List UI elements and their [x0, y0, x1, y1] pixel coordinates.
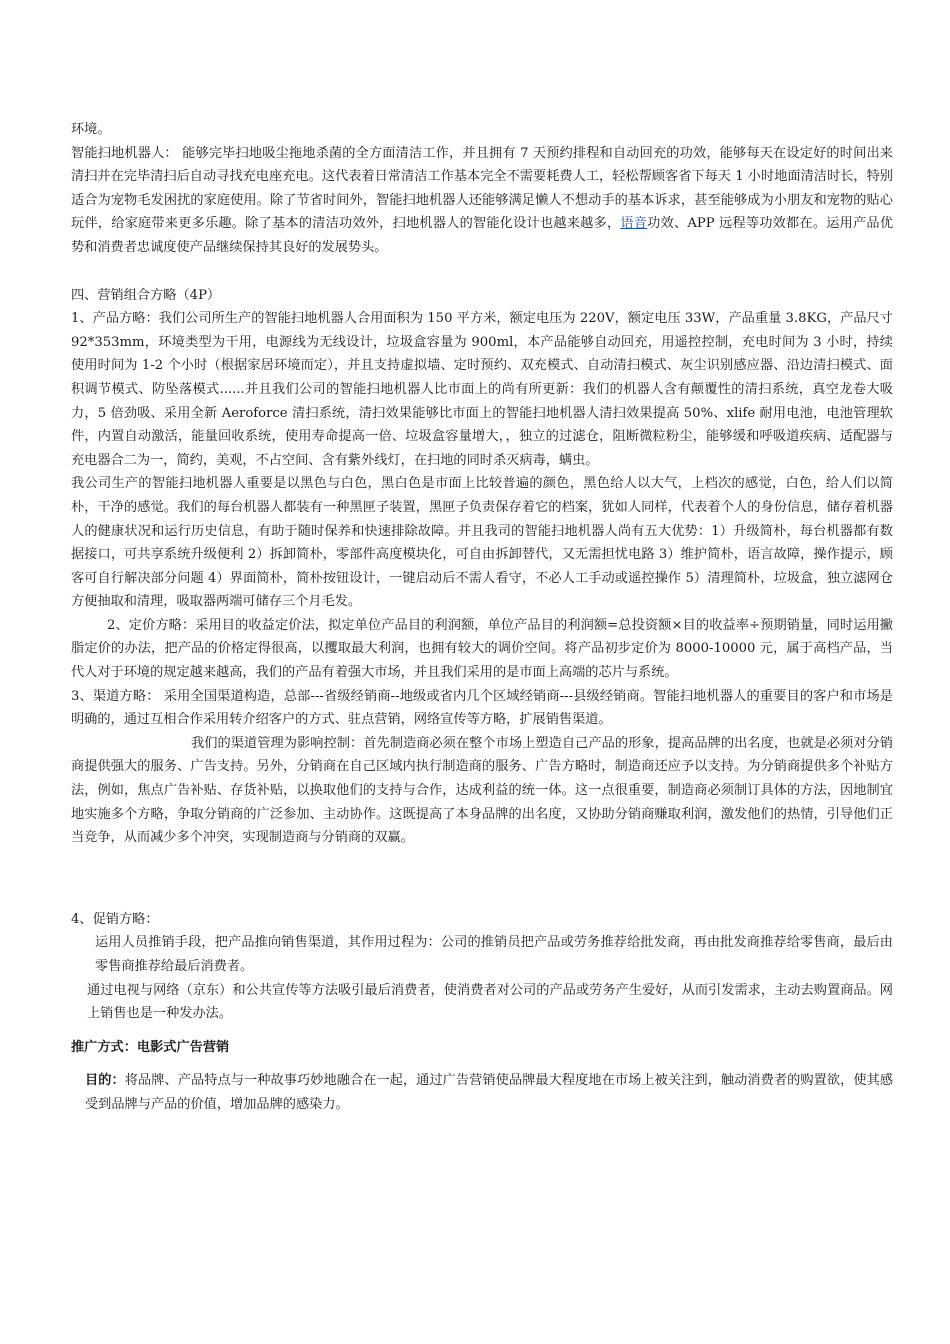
robot-text-b: 功效、APP 远程等功效都在。运用产品优势和消费者忠诚度使产品继续保持其良好的发展势头。: [71, 216, 894, 255]
robot-label: 智能扫地机器人：: [71, 145, 178, 161]
spacer: [71, 1059, 893, 1069]
voice-link[interactable]: 语音: [620, 216, 648, 232]
promotion-heading: 推广方式：电影式广告营销: [71, 1039, 230, 1055]
section-heading: 四、营销组合方略（4P）: [71, 287, 221, 303]
promo-paragraph-1: 运用人员推销手段，把产品推向销售渠道，其作用过程为：公司的推销员把产品或劳务推荐给批发商，再由批发商推荐给零售商，最后由零售商推荐给最后消费者。: [95, 935, 893, 974]
spacer: [71, 1026, 893, 1036]
channel-paragraph: 3、渠道方略： 采用全国渠道构造，总部---省级经销商--地级或省内几个区域经销商---县级经销商。智能扫地机器人的重要目的客户和市场是明确的，通过互相合作采用转介绍客户的方式、驻点营销，网络宣传等方略，扩展销售渠道。: [71, 688, 893, 728]
document-page: [71, 118, 893, 1117]
promo-heading: 4、促销方略：: [71, 911, 159, 927]
goal-paragraph: [71, 1069, 893, 1116]
robot-text-a: 能够完毕扫地吸尘拖地杀菌的全方面清洁工作，并且拥有 7 天预约排程和自动回充的功效，能够每天在设定好的时间出来清扫并在完毕清扫后自动寻找充电座充电。这代表着日常清洁工作基本完全不需要耗费人工，轻松帮顾客省下每天 1 小时地面清洁时长，特别适合为宠物毛发困扰的家庭使用。除了节省时间外，智能扫地机器人还能够满足懒人不想动手的基本诉求，甚至能够成为小朋友和宠物的贴心玩伴，给家庭带来更多乐趣。除了基本的清洁功效外，扫地机器人的智能化设计也越来越多，: [71, 145, 893, 232]
goal-text: 将品牌、产品特点与一种故事巧妙地融合在一起，通过广告营销使品牌最大程度地在市场上被关注到，触动消费者的购置欲，使其感受到品牌与产品的价值，增加品牌的感染力。: [85, 1073, 894, 1112]
goal-label: 目的：: [85, 1073, 125, 1089]
robot-paragraph: [71, 142, 893, 260]
promo-paragraph-2: 通过电视与网络（京东）和公共宣传等方法吸引最后消费者，使消费者对公司的产品或劳务产生爱好，从而引发需求，主动去购置商品。网上销售也是一种发办法。: [87, 982, 893, 1022]
spacer: [71, 898, 893, 908]
spacer: [71, 850, 893, 898]
product-paragraph: 1、产品方略：我们公司所生产的智能扫地机器人合用面积为 150 平方米，额定电压为 220V，额定电压 33W，产品重量 3.8KG，产品尺寸 92*353mm，环境类型为干用，电源线为无线设计，垃圾盒容量为 900ml，本产品能够自动回充，用遥控控制，充电时间为 3 小时，持续使用时间为 1-2 个小时（根据家居环境而定），并且支持虚拟墙、定时预约、双充模式、自动清扫模式、灰尘识别感应器、沿边清扫模式、面积调节模式、防坠落模式......并且我们公司的智能扫地机器人比市面上的尚有所更新：我们的机器人含有颠覆性的清扫系统，真空龙卷大吸力，5 倍劲吸、采用全新 Aeroforce 清扫系统，清扫效果能够比市面上的智能扫地机器人清扫效果提高 50%、xlife 耐用电池，电池管理软件，内置自动激活，能量回收系统，使用寿命提高一倍、垃圾盒容量增大，，独立的过滤仓，阻断微粒粉尘，能够缓和呼吸道疾病、适配器与充电器合二为一，简约，美观，不占空间、含有紫外线灯，在扫地的同时杀灭病毒，螨虫。: [71, 311, 893, 468]
intro-line: 环境。: [71, 122, 111, 137]
price-paragraph: 2、定价方略：采用目的收益定价法，拟定单位产品目的利润额，单位产品目的利润额=总投资额×目的收益率÷预期销量，同时运用撇脂定价的办法，把产品的价格定得很高，以攫取最大利润，也拥有较大的调价空间。将产品初步定价为 8000-10000 元，属于高档产品，当代人对于环境的规定越来越高，我们的产品有着强大市场，并且我们采用的是市面上高端的芯片与系统。: [71, 617, 893, 681]
color-paragraph: 我公司生产的智能扫地机器人重要是以黑色与白色，黑白色是市面上比较普遍的颜色，黑色给人以大气，上档次的感觉，白色，给人们以简朴，干净的感觉。我们的每台机器人都装有一种黑匣子装置，黑匣子负责保存着它的档案，犹如人同样，代表着个人的身份信息，储存着机器人的健康状况和运行历史信息，有助于随时保养和快速排除故障。并且我司的智能扫地机器人尚有五大优势：1）升级简朴，每台机器都有数据接口，可共享系统升级便利 2）拆卸简朴，零部件高度模块化，可自由拆卸替代，又无需担忧电路 3）维护简朴，语言故障，操作提示，顾客可自行解决部分问题 4）界面简朴，简朴按钮设计，一键启动后不需人看守，不必人工手动或遥控操作 5）清理简朴，垃圾盒，独立滤网仓方便抽取和清理，吸取器两端可储存三个月毛发。: [71, 476, 893, 610]
spacer: [71, 260, 893, 284]
channel-control-paragraph: 我们的渠道管理为影响控制：首先制造商必须在整个市场上塑造自己产品的形象，提高品牌的出名度，也就是必须对分销商提供强大的服务、广告支持。另外，分销商在自己区域内执行制造商的服务、广告方略时，制造商还应予以支持。为分销商提供多个补贴方法，例如，焦点广告补贴、存货补贴，以换取他们的支持与合作，达成利益的统一体。这一点很重要，制造商必须制订具体的方法，因地制宜地实施多个方略，争取分销商的广泛参加、主动协作。这既提高了本身品牌的出名度，又协助分销商赚取利润，激发他们的热情，引导他们正当竞争，从而减少多个冲突，实现制造商与分销商的双赢。: [71, 735, 893, 846]
